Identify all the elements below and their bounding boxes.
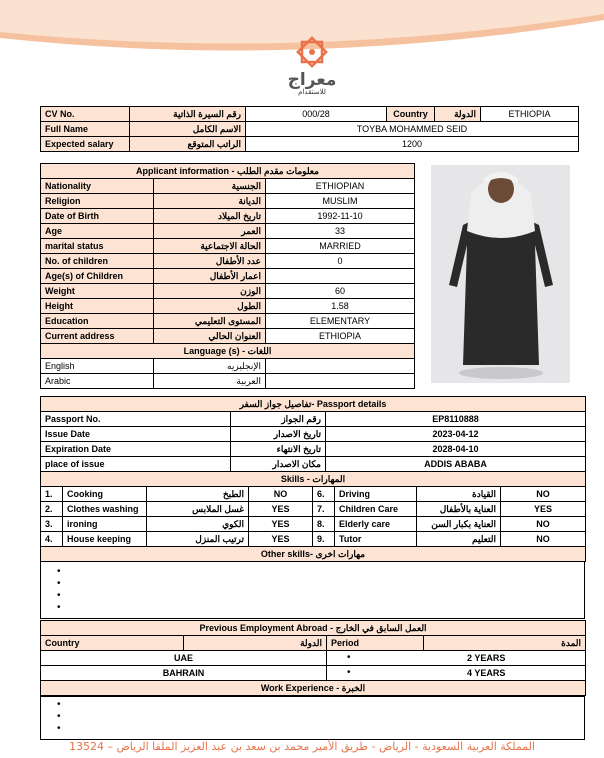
skill-value: NO <box>501 487 586 502</box>
field-label: Nationality <box>41 179 154 194</box>
field-label: Current address <box>41 329 154 344</box>
brand-tagline: للاستقدام <box>298 89 326 96</box>
field-label-ar: الجنسية <box>154 179 266 194</box>
bullet-icon: • <box>347 667 351 678</box>
passport-label: Expiration Date <box>41 442 231 457</box>
skill-value: YES <box>249 517 313 532</box>
employment-period-label: Period <box>327 636 424 651</box>
skill-label: Clothes washing <box>63 502 147 517</box>
skill-label-ar: القيادة <box>417 487 501 502</box>
skill-number: 8. <box>313 517 335 532</box>
field-label: No. of children <box>41 254 154 269</box>
country-label-ar: الدولة <box>435 107 481 122</box>
passport-value: ADDIS ABABA <box>326 457 586 472</box>
employment-bullet <box>327 666 586 681</box>
skill-row <box>41 487 586 502</box>
full-name-label-ar: الاسم الكامل <box>130 122 246 137</box>
employment-table <box>40 620 586 696</box>
country-value: ETHIOPIA <box>481 107 579 122</box>
skill-label: Children Care <box>335 502 417 517</box>
applicant-row <box>41 299 415 314</box>
employment-row <box>41 651 586 666</box>
skill-label-ar: ترتيب المنزل <box>147 532 249 547</box>
applicant-row <box>41 284 415 299</box>
field-label-ar: الوزن <box>154 284 266 299</box>
skill-number: 1. <box>41 487 63 502</box>
passport-value: EP8110888 <box>326 412 586 427</box>
language-label-ar: الإنجليزيه <box>154 359 266 374</box>
field-label-ar: الديانة <box>154 194 266 209</box>
skill-label: Tutor <box>335 532 417 547</box>
passport-row <box>41 427 586 442</box>
language-title: Language (s) - اللغات <box>41 344 415 359</box>
field-value: MUSLIM <box>266 194 415 209</box>
field-value: 1992-11-10 <box>266 209 415 224</box>
language-row <box>41 374 415 389</box>
skill-value: YES <box>249 532 313 547</box>
field-label: Age <box>41 224 154 239</box>
skill-label: House keeping <box>63 532 147 547</box>
field-label: Religion <box>41 194 154 209</box>
skill-value: YES <box>501 502 586 517</box>
field-value: 60 <box>266 284 415 299</box>
field-label-ar: عدد الأطفال <box>154 254 266 269</box>
passport-title: تفاصيل جواز السفر- Passport details <box>41 397 586 412</box>
field-value: ELEMENTARY <box>266 314 415 329</box>
applicant-row <box>41 194 415 209</box>
employment-country-label-ar: الدولة <box>184 636 327 651</box>
field-value: 1.58 <box>266 299 415 314</box>
passport-label-ar: تاريخ الاصدار <box>231 427 326 442</box>
work-experience-list: • • • <box>40 696 585 740</box>
language-label-ar: العربية <box>154 374 266 389</box>
applicant-row <box>41 269 415 284</box>
country-label: Country <box>387 107 435 122</box>
skill-label: Cooking <box>63 487 147 502</box>
applicant-row <box>41 314 415 329</box>
applicant-row <box>41 209 415 224</box>
employment-title: Previous Employment Abroad - العمل السابق في الخارج <box>41 621 586 636</box>
salary-label: Expected salary <box>41 137 130 152</box>
field-label: Weight <box>41 284 154 299</box>
employment-bullet <box>327 651 586 666</box>
cv-no-label: CV No. <box>41 107 130 122</box>
field-value: MARRIED <box>266 239 415 254</box>
field-value: 33 <box>266 224 415 239</box>
field-label: Education <box>41 314 154 329</box>
passport-label-ar: تاريخ الانتهاء <box>231 442 326 457</box>
skill-number: 4. <box>41 532 63 547</box>
footer-address: المملكة العربية السعودية - الرياض - طريق الأمير محمد بن سعد بن عبد العزيز الملقا الرياض – 13524 <box>69 740 535 753</box>
passport-row <box>41 442 586 457</box>
employment-country: BAHRAIN <box>41 666 327 681</box>
field-label-ar: العنوان الحالي <box>154 329 266 344</box>
applicant-row <box>41 239 415 254</box>
skill-row <box>41 502 586 517</box>
skill-value: NO <box>501 517 586 532</box>
cv-no-value: 000/28 <box>246 107 387 122</box>
salary-label-ar: الراتب المتوقع <box>130 137 246 152</box>
skill-label: Elderly care <box>335 517 417 532</box>
passport-label: Passport No. <box>41 412 231 427</box>
applicant-row <box>41 329 415 344</box>
employment-country-label: Country <box>41 636 184 651</box>
passport-value: 2023-04-12 <box>326 427 586 442</box>
passport-label: Issue Date <box>41 427 231 442</box>
skill-label: Driving <box>335 487 417 502</box>
skill-label-ar: الطبخ <box>147 487 249 502</box>
passport-value: 2028-04-10 <box>326 442 586 457</box>
bullet-icon: • <box>347 652 351 663</box>
skill-value: NO <box>249 487 313 502</box>
applicant-row <box>41 179 415 194</box>
skill-number: 6. <box>313 487 335 502</box>
applicant-table <box>40 163 415 389</box>
skill-number: 3. <box>41 517 63 532</box>
language-row <box>41 359 415 374</box>
skill-label-ar: التعليم <box>417 532 501 547</box>
employment-country: UAE <box>41 651 327 666</box>
logo <box>268 34 356 104</box>
skills-title: Skills - المهارات <box>41 472 586 487</box>
applicant-photo <box>431 165 570 383</box>
employment-period: 4 YEARS <box>467 668 506 678</box>
field-value: 0 <box>266 254 415 269</box>
full-name-value: TOYBA MOHAMMED SEID <box>246 122 579 137</box>
field-label-ar: الحالة الاجتماعية <box>154 239 266 254</box>
employment-period-label-ar: المدة <box>424 636 586 651</box>
skill-label-ar: الكوي <box>147 517 249 532</box>
other-skills-list: • • • • <box>40 561 585 619</box>
cv-header-table <box>40 106 579 152</box>
language-label: Arabic <box>41 374 154 389</box>
employment-period: 2 YEARS <box>467 653 506 663</box>
applicant-row <box>41 224 415 239</box>
skill-row <box>41 532 586 547</box>
field-value: ETHIOPIA <box>266 329 415 344</box>
other-skills-title: Other skills- مهارات اخرى <box>41 547 586 562</box>
skill-label-ar: غسل الملابس <box>147 502 249 517</box>
skill-number: 7. <box>313 502 335 517</box>
field-label-ar: العمر <box>154 224 266 239</box>
field-label-ar: الطول <box>154 299 266 314</box>
full-name-label: Full Name <box>41 122 130 137</box>
field-value <box>266 269 415 284</box>
skill-value: NO <box>501 532 586 547</box>
applicant-row <box>41 254 415 269</box>
field-label-ar: اعمار الأطفال <box>154 269 266 284</box>
passport-row <box>41 412 586 427</box>
field-label: marital status <box>41 239 154 254</box>
cv-no-label-ar: رقم السيرة الذاتية <box>130 107 246 122</box>
skill-row <box>41 517 586 532</box>
skill-label-ar: العناية بالأطفال <box>417 502 501 517</box>
brand-name: معراج <box>287 70 337 90</box>
field-label: Age(s) of Children <box>41 269 154 284</box>
language-value <box>266 359 415 374</box>
passport-label: place of issue <box>41 457 231 472</box>
field-label-ar: المستوى التعليمي <box>154 314 266 329</box>
language-value <box>266 374 415 389</box>
passport-label-ar: رقم الجواز <box>231 412 326 427</box>
passport-table <box>40 396 586 487</box>
salary-value: 1200 <box>246 137 579 152</box>
work-experience-title: Work Experience - الخبرة <box>41 681 586 696</box>
skill-number: 2. <box>41 502 63 517</box>
field-label: Height <box>41 299 154 314</box>
passport-row <box>41 457 586 472</box>
employment-row <box>41 666 586 681</box>
skill-label-ar: العناية بكبار السن <box>417 517 501 532</box>
passport-label-ar: مكان الاصدار <box>231 457 326 472</box>
skill-number: 9. <box>313 532 335 547</box>
language-label: English <box>41 359 154 374</box>
applicant-title: Applicant information - معلومات مقدم الطلب <box>41 164 415 179</box>
skill-value: YES <box>249 502 313 517</box>
skill-label: ironing <box>63 517 147 532</box>
field-label-ar: تاريخ الميلاد <box>154 209 266 224</box>
field-label: Date of Birth <box>41 209 154 224</box>
skills-table <box>40 486 586 562</box>
field-value: ETHIOPIAN <box>266 179 415 194</box>
logo-star-icon <box>294 34 330 70</box>
